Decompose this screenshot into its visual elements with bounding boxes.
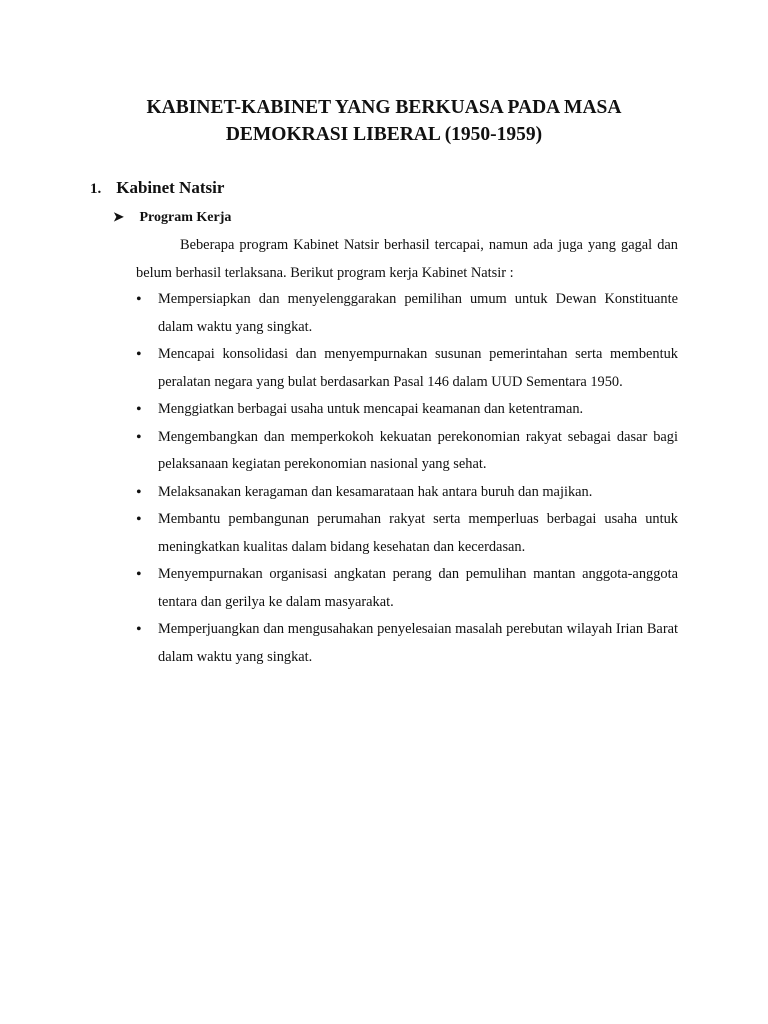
list-item: • Memperjuangkan dan mengusahakan penyelesaian masalah perebutan wilayah Irian Barat dalam waktu yang singkat.: [136, 616, 678, 671]
page-title-line-1: KABINET-KABINET YANG BERKUASA PADA MASA: [146, 97, 622, 118]
list-item: • Mempersiapkan dan menyelenggarakan pemilihan umum untuk Dewan Konstituante dalam waktu yang singkat.: [136, 286, 678, 341]
program-list: [136, 286, 678, 671]
list-item: • Mengembangkan dan memperkokoh kekuatan perekonomian rakyat sebagai dasar bagi pelaksanaan kegiatan perekonomian nasional yang sehat.: [136, 424, 678, 479]
list-item: • Menggiatkan berbagai usaha untuk mencapai keamanan dan ketentraman.: [136, 396, 678, 424]
list-item: • Melaksanakan keragaman dan kesamarataan hak antara buruh dan majikan.: [136, 479, 678, 507]
list-item: • Membantu pembangunan perumahan rakyat serta memperluas berbagai usaha untuk meningkatkan kualitas dalam bidang kesehatan dan kecerdasan.: [136, 506, 678, 561]
subsection-title: Program Kerja: [139, 210, 232, 225]
arrowhead-bullet-icon: ➤: [113, 209, 124, 224]
intro-paragraph: Beberapa program Kabinet Natsir berhasil tercapai, namun ada juga yang gagal dan belum berhasil terlaksana. Berikut program kerja Kabinet Natsir :: [136, 237, 678, 281]
list-item: • Mencapai konsolidasi dan menyempurnakan susunan pemerintahan serta membentuk peralatan negara yang bulat berdasarkan Pasal 146 dalam UUD Sementara 1950.: [136, 341, 678, 396]
section-title: Kabinet Natsir: [116, 178, 225, 197]
section-heading: [90, 177, 224, 200]
subsection-heading: [113, 207, 231, 228]
list-item: • Menyempurnakan organisasi angkatan perang dan pemulihan mantan anggota-anggota tentara dan gerilya ke dalam masyarakat.: [136, 561, 678, 616]
page-title: [80, 94, 688, 148]
page-title-line-2: DEMOKRASI LIBERAL (1950-1959): [225, 124, 543, 145]
section-number: 1.: [90, 181, 102, 197]
